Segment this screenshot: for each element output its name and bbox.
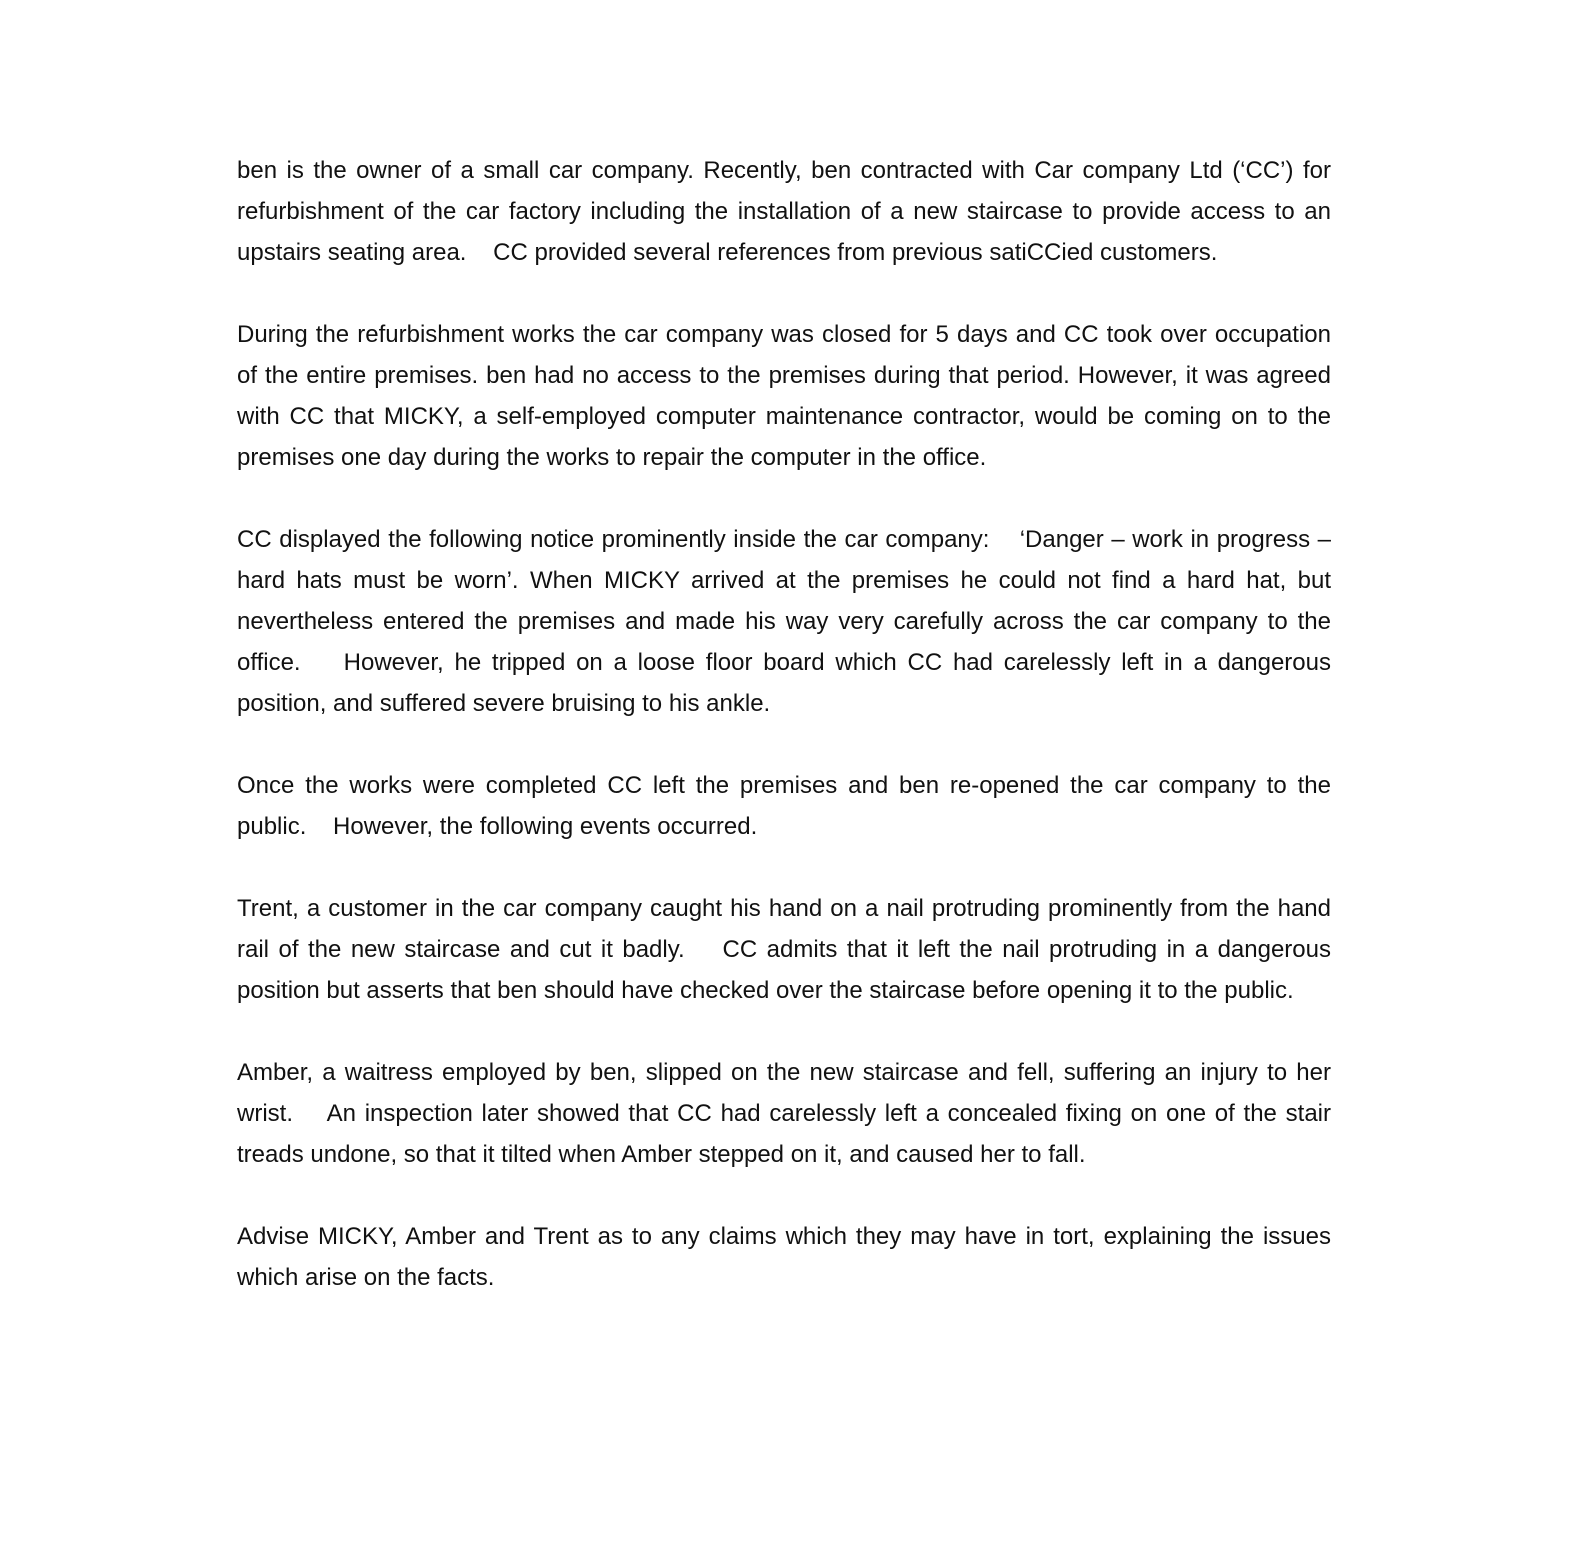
paragraph-notice: CC displayed the following notice prominently inside the car company: ‘Danger – work in progress – hard hats must be worn’. When MICKY arrived at the premises he could not find a hard hat, but nevertheless entered the premises and made his way very carefully across the car company to the office. However, he tripped on a loose floor board which CC had carelessly left in a dangerous position, and suffered severe bruising to his ankle. [237, 526, 1338, 717]
paragraph-amber: Amber, a waitress employed by ben, slipped on the new staircase and fell, suffering an injury to her wrist. An inspection later showed that CC had carelessly left a concealed fixing on one of the stair treads undone, so that it tilted when Amber stepped on it, and caused her to fall. [237, 1059, 1338, 1168]
document-body [237, 150, 1338, 1298]
paragraph-reopening: Once the works were completed CC left the premises and ben re-opened the car company to the public. However, the following events occurred. [237, 772, 1338, 840]
paragraph-refurbishment: During the refurbishment works the car company was closed for 5 days and CC took over occupation of the entire premises. ben had no access to the premises during that period. However, it was agreed with CC that MICKY, a self-employed computer maintenance contractor, would be coming on to the premises one day during the works to repair the computer in the office. [237, 321, 1338, 471]
paragraph-trent: Trent, a customer in the car company caught his hand on a nail protruding prominently from the hand rail of the new staircase and cut it badly. CC admits that it left the nail protruding in a dangerous position but asserts that ben should have checked over the staircase before opening it to the public. [237, 895, 1338, 1004]
paragraph-intro: ben is the owner of a small car company. Recently, ben contracted with Car company Ltd (‘CC’) for refurbishment of the car factory including the installation of a new staircase to provide access to an upstairs seating area. CC provided several references from previous satiCCied customers. [237, 157, 1338, 266]
paragraph-question: Advise MICKY, Amber and Trent as to any claims which they may have in tort, explaining the issues which arise on the facts. [237, 1223, 1338, 1291]
